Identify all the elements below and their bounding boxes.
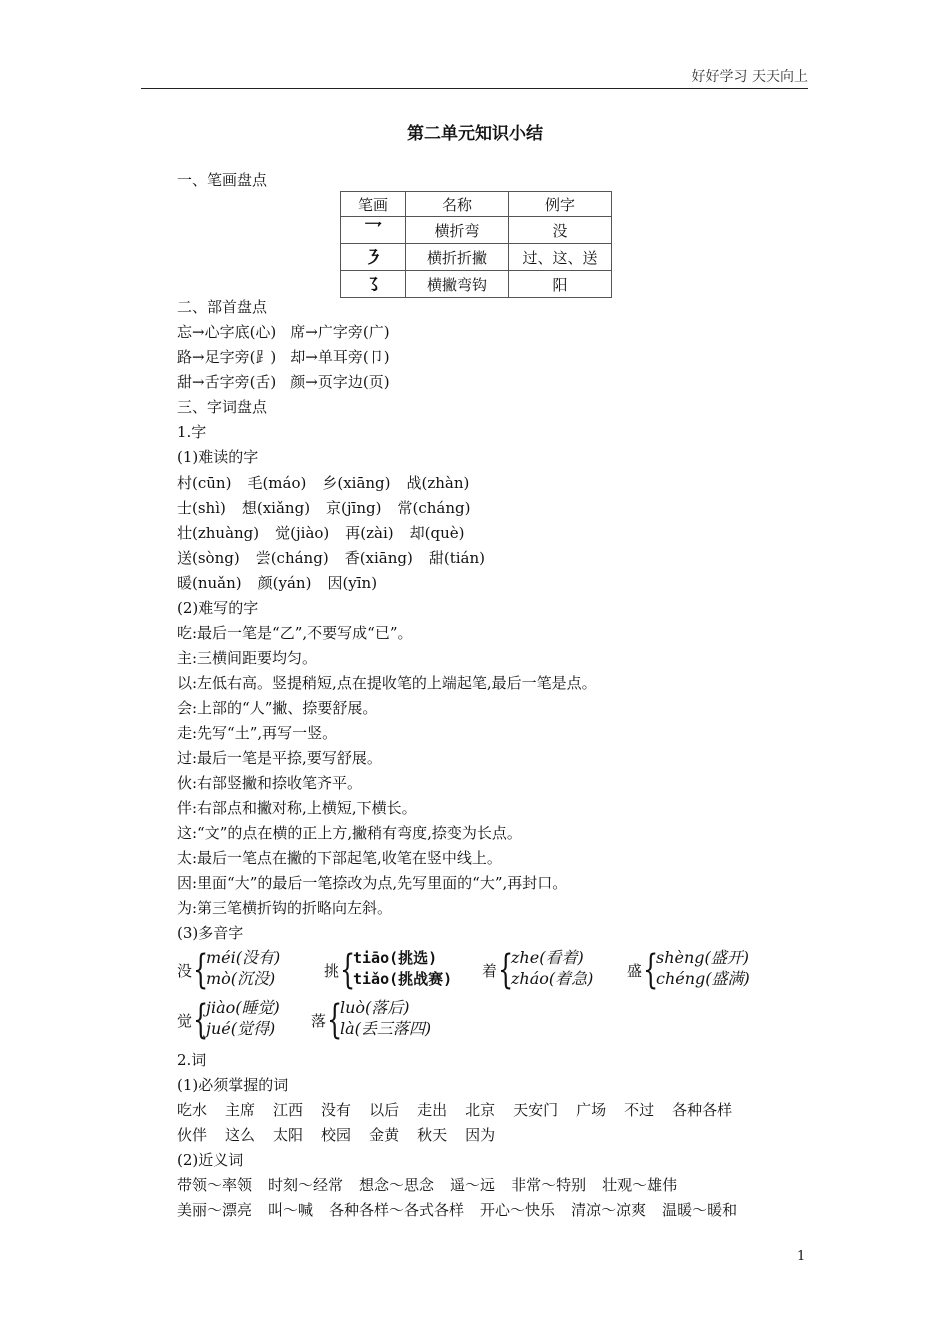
synonym-pair: 遥～远	[450, 1176, 496, 1194]
synonyms-heading: (2)近义词	[177, 1151, 244, 1169]
pinyin-item: 壮(zhuàng)	[177, 524, 260, 542]
polyphonic-char: 没	[177, 962, 193, 980]
pinyin-item: 因(yīn)	[327, 574, 378, 592]
hard-write-item: 走:先写“土”,再写一竖。	[177, 724, 338, 742]
subsection-characters: 1.字	[177, 423, 207, 441]
header-rule	[141, 88, 808, 89]
pinyin-item: 颜(yán)	[257, 574, 312, 592]
hard-write-item: 因:里面“大”的最后一笔捺改为点,先写里面的“大”,再封口。	[177, 874, 568, 892]
stroke-table	[340, 191, 612, 298]
word-item: 秋天	[417, 1126, 448, 1144]
radical-line	[177, 347, 390, 367]
radical-item: 路→足字旁(⻊)	[177, 348, 277, 366]
word-item: 太阳	[273, 1126, 304, 1144]
polyphonic-reading: zhe(看着)	[511, 948, 584, 967]
stroke-name-cell: 横撇弯钩	[406, 271, 509, 298]
document-title: 第二单元知识小结	[407, 124, 543, 144]
pinyin-item: 觉(jiào)	[275, 524, 330, 542]
brace-icon: {	[193, 997, 209, 1043]
pinyin-item: 甜(tián)	[428, 549, 485, 567]
pinyin-item: 京(jīng)	[326, 499, 382, 517]
polyphonic-group	[177, 998, 317, 1042]
synonym-pair: 壮观～雄伟	[602, 1176, 678, 1194]
word-item: 这么	[225, 1126, 256, 1144]
table-header-cell: 名称	[406, 192, 509, 217]
word-item: 金黄	[369, 1126, 400, 1144]
stroke-glyph-cell: 乛	[341, 217, 406, 244]
stroke-example-cell: 过、这、送	[509, 244, 612, 271]
polyphonic-reading: là(丢三落四)	[340, 1019, 432, 1038]
pinyin-item: 士(shì)	[177, 499, 226, 517]
polyphonic-reading: jué(觉得)	[206, 1019, 276, 1038]
synonym-pair: 想念～思念	[359, 1176, 435, 1194]
radical-item: 颜→页字边(页)	[290, 373, 390, 391]
polyphonic-char: 挑	[324, 962, 340, 980]
polyphonic-group	[324, 948, 484, 992]
hard-write-heading: (2)难写的字	[177, 599, 259, 617]
word-item: 不过	[624, 1101, 655, 1119]
hard-write-item: 伴:右部点和撇对称,上横短,下横长。	[177, 799, 417, 817]
brace-icon: {	[340, 947, 356, 993]
polyphonic-group	[177, 948, 317, 992]
hard-read-line	[177, 523, 465, 543]
polyphonic-char: 落	[311, 1012, 327, 1030]
pinyin-item: 战(zhàn)	[406, 474, 470, 492]
hard-write-item: 这:“文”的点在横的正上方,撇稍有弯度,捺变为长点。	[177, 824, 522, 842]
brace-icon: {	[327, 997, 343, 1043]
synonym-pair: 各种各样～各式各样	[329, 1201, 465, 1219]
synonyms-line	[177, 1175, 677, 1195]
polyphonic-group	[482, 948, 622, 992]
word-item: 天安门	[513, 1101, 559, 1119]
synonym-pair: 叫～喊	[268, 1201, 314, 1219]
brace-icon: {	[643, 947, 659, 993]
pinyin-item: 乡(xiāng)	[322, 474, 391, 492]
hard-read-line	[177, 548, 485, 568]
stroke-glyph-cell: ㇌	[341, 271, 406, 298]
radical-item: 席→广字旁(广)	[290, 323, 390, 341]
pinyin-item: 却(què)	[409, 524, 465, 542]
radical-line	[177, 372, 390, 392]
word-item: 没有	[321, 1101, 352, 1119]
radical-item: 甜→舌字旁(舌)	[177, 373, 277, 391]
polyphonic-reading: mò(沉没)	[206, 969, 276, 988]
word-item: 广场	[576, 1101, 607, 1119]
pinyin-item: 常(cháng)	[397, 499, 471, 517]
stroke-glyph-cell: ㇋	[341, 244, 406, 271]
hard-write-item: 太:最后一笔点在撇的下部起笔,收笔在竖中线上。	[177, 849, 502, 867]
brace-icon: {	[193, 947, 209, 993]
polyphonic-char: 盛	[627, 962, 643, 980]
synonym-pair: 温暖～暖和	[662, 1201, 738, 1219]
word-item: 伙伴	[177, 1126, 208, 1144]
pinyin-item: 村(cūn)	[177, 474, 232, 492]
polyphonic-reading: luò(落后)	[340, 998, 410, 1017]
polyphonic-reading: jiào(睡觉)	[206, 998, 280, 1017]
polyphonic-group	[311, 998, 471, 1042]
polyphonic-reading: zháo(着急)	[511, 969, 594, 988]
pinyin-item: 香(xiāng)	[344, 549, 413, 567]
polyphonic-group	[627, 948, 777, 992]
polyphonic-heading: (3)多音字	[177, 924, 244, 942]
word-item: 校园	[321, 1126, 352, 1144]
word-item: 因为	[465, 1126, 496, 1144]
hard-read-heading: (1)难读的字	[177, 448, 259, 466]
hard-write-item: 为:第三笔横折钩的折略向左斜。	[177, 899, 393, 917]
pinyin-item: 送(sòng)	[177, 549, 240, 567]
synonym-pair: 非常～特别	[511, 1176, 587, 1194]
section-heading-words: 三、字词盘点	[177, 398, 268, 416]
polyphonic-reading: tiāo(挑选)	[353, 949, 438, 967]
polyphonic-char: 着	[482, 962, 498, 980]
synonym-pair: 开心～快乐	[480, 1201, 556, 1219]
table-header-cell: 笔画	[341, 192, 406, 217]
pinyin-item: 毛(máo)	[247, 474, 307, 492]
word-item: 吃水	[177, 1101, 208, 1119]
synonym-pair: 时刻～经常	[268, 1176, 344, 1194]
table-header-row	[341, 192, 612, 217]
hard-write-item: 会:上部的“人”撇、捺要舒展。	[177, 699, 378, 717]
stroke-example-cell: 没	[509, 217, 612, 244]
pinyin-item: 再(zài)	[345, 524, 394, 542]
subsection-words: 2.词	[177, 1051, 207, 1069]
radical-line	[177, 322, 390, 342]
stroke-name-cell: 横折弯	[406, 217, 509, 244]
hard-read-line	[177, 498, 470, 518]
pinyin-item: 想(xiǎng)	[241, 499, 311, 517]
radical-item: 忘→心字底(心)	[177, 323, 277, 341]
polyphonic-reading: tiǎo(挑战赛)	[353, 970, 453, 988]
synonym-pair: 美丽～漂亮	[177, 1201, 253, 1219]
word-item: 江西	[273, 1101, 304, 1119]
page-header-text: 好好学习 天天向上	[691, 69, 808, 85]
polyphonic-reading: chéng(盛满)	[656, 969, 750, 988]
word-item: 走出	[417, 1101, 448, 1119]
polyphonic-char: 觉	[177, 1012, 193, 1030]
section-heading-strokes: 一、笔画盘点	[177, 171, 268, 189]
hard-write-item: 主:三横间距要均匀。	[177, 649, 318, 667]
table-header-cell: 例字	[509, 192, 612, 217]
hard-read-line	[177, 573, 377, 593]
hard-write-item: 伙:右部竖撇和捺收笔齐平。	[177, 774, 363, 792]
stroke-name-cell: 横折折撇	[406, 244, 509, 271]
section-heading-radicals: 二、部首盘点	[177, 298, 268, 316]
hard-read-line	[177, 473, 469, 493]
word-item: 主席	[225, 1101, 256, 1119]
word-item: 北京	[465, 1101, 496, 1119]
synonym-pair: 带领～率领	[177, 1176, 253, 1194]
table-row	[341, 271, 612, 298]
table-row	[341, 244, 612, 271]
polyphonic-reading: méi(没有)	[206, 948, 281, 967]
pinyin-item: 暖(nuǎn)	[177, 574, 242, 592]
hard-write-item: 吃:最后一笔是“乙”,不要写成“已”。	[177, 624, 413, 642]
pinyin-item: 尝(cháng)	[255, 549, 329, 567]
must-words-line	[177, 1100, 732, 1120]
synonym-pair: 清凉～凉爽	[571, 1201, 647, 1219]
brace-icon: {	[498, 947, 514, 993]
must-words-heading: (1)必须掌握的词	[177, 1076, 289, 1094]
stroke-example-cell: 阳	[509, 271, 612, 298]
table-row	[341, 217, 612, 244]
hard-write-item: 以:左低右高。竖提稍短,点在提收笔的上端起笔,最后一笔是点。	[177, 674, 597, 692]
word-item: 以后	[369, 1101, 400, 1119]
radical-item: 却→单耳旁(卩)	[290, 348, 390, 366]
word-item: 各种各样	[672, 1101, 733, 1119]
synonyms-line	[177, 1200, 737, 1220]
hard-write-item: 过:最后一笔是平捺,要写舒展。	[177, 749, 382, 767]
polyphonic-reading: shèng(盛开)	[656, 948, 750, 967]
must-words-line	[177, 1125, 495, 1145]
page-number: 1	[797, 1249, 806, 1264]
